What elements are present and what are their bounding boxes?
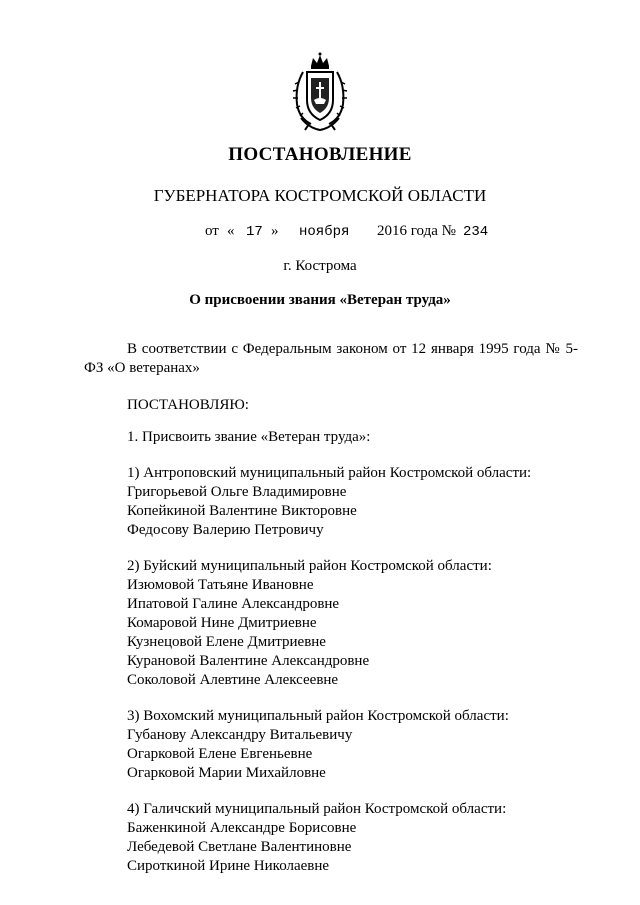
date-year: 2016 года № <box>377 223 456 239</box>
city: г. Кострома <box>283 258 357 274</box>
district-block <box>127 464 587 540</box>
person-name: Губанову Александру Витальевичу <box>127 727 353 743</box>
document-title: ПОСТАНОВЛЕНИЕ <box>228 144 412 165</box>
district-block <box>127 707 587 783</box>
person-name: Огарковой Марии Михайловне <box>127 765 326 781</box>
district-heading: 3) Вохомский муниципальный район Костромской области: <box>127 708 509 724</box>
date-quote-open: « <box>227 223 235 239</box>
document-number: 234 <box>463 224 489 240</box>
person-name: Копейкиной Валентине Викторовне <box>127 503 357 519</box>
decree-word: ПОСТАНОВЛЯЮ: <box>127 397 249 413</box>
district-block <box>127 557 587 690</box>
preamble: В соответствии с Федеральным законом от 12 января 1995 года № 5-ФЗ «О ветеранах» <box>84 341 578 376</box>
district-heading: 4) Галичский муниципальный район Костромской области: <box>127 801 507 817</box>
person-name: Кузнецовой Елене Дмитриевне <box>127 634 326 650</box>
person-name: Огарковой Елене Евгеньевне <box>127 746 313 762</box>
district-heading: 2) Буйский муниципальный район Костромской области: <box>127 558 492 574</box>
date-quote-close: » <box>271 223 279 239</box>
date-month: ноября <box>299 224 350 240</box>
document-subtitle: ГУБЕРНАТОРА КОСТРОМСКОЙ ОБЛАСТИ <box>153 186 487 205</box>
person-name: Ипатовой Галине Александровне <box>127 596 340 612</box>
person-name: Григорьевой Ольге Владимировне <box>127 484 347 500</box>
district-heading: 1) Антроповский муниципальный район Костромской области: <box>127 465 532 481</box>
document-subject: О присвоении звания «Ветеран труда» <box>189 292 451 308</box>
date-day: 17 <box>246 224 263 240</box>
person-name: Изюмовой Татьяне Ивановне <box>127 577 314 593</box>
person-name: Комаровой Нине Дмитриевне <box>127 615 317 631</box>
person-name: Федосову Валерию Петровичу <box>127 522 324 538</box>
decree-body <box>127 396 587 876</box>
district-block <box>127 800 587 876</box>
decree-item-1: 1. Присвоить звание «Ветеран труда»: <box>127 429 371 445</box>
person-name: Баженкиной Александре Борисовне <box>127 820 357 836</box>
kostroma-coat-of-arms-icon <box>289 52 351 132</box>
person-name: Курановой Валентине Александровне <box>127 653 370 669</box>
person-name: Сироткиной Ирине Николаевне <box>127 858 330 874</box>
person-name: Соколовой Алевтине Алексеевне <box>127 672 339 688</box>
person-name: Лебедевой Светлане Валентиновне <box>127 839 352 855</box>
date-prefix: от <box>205 223 219 239</box>
